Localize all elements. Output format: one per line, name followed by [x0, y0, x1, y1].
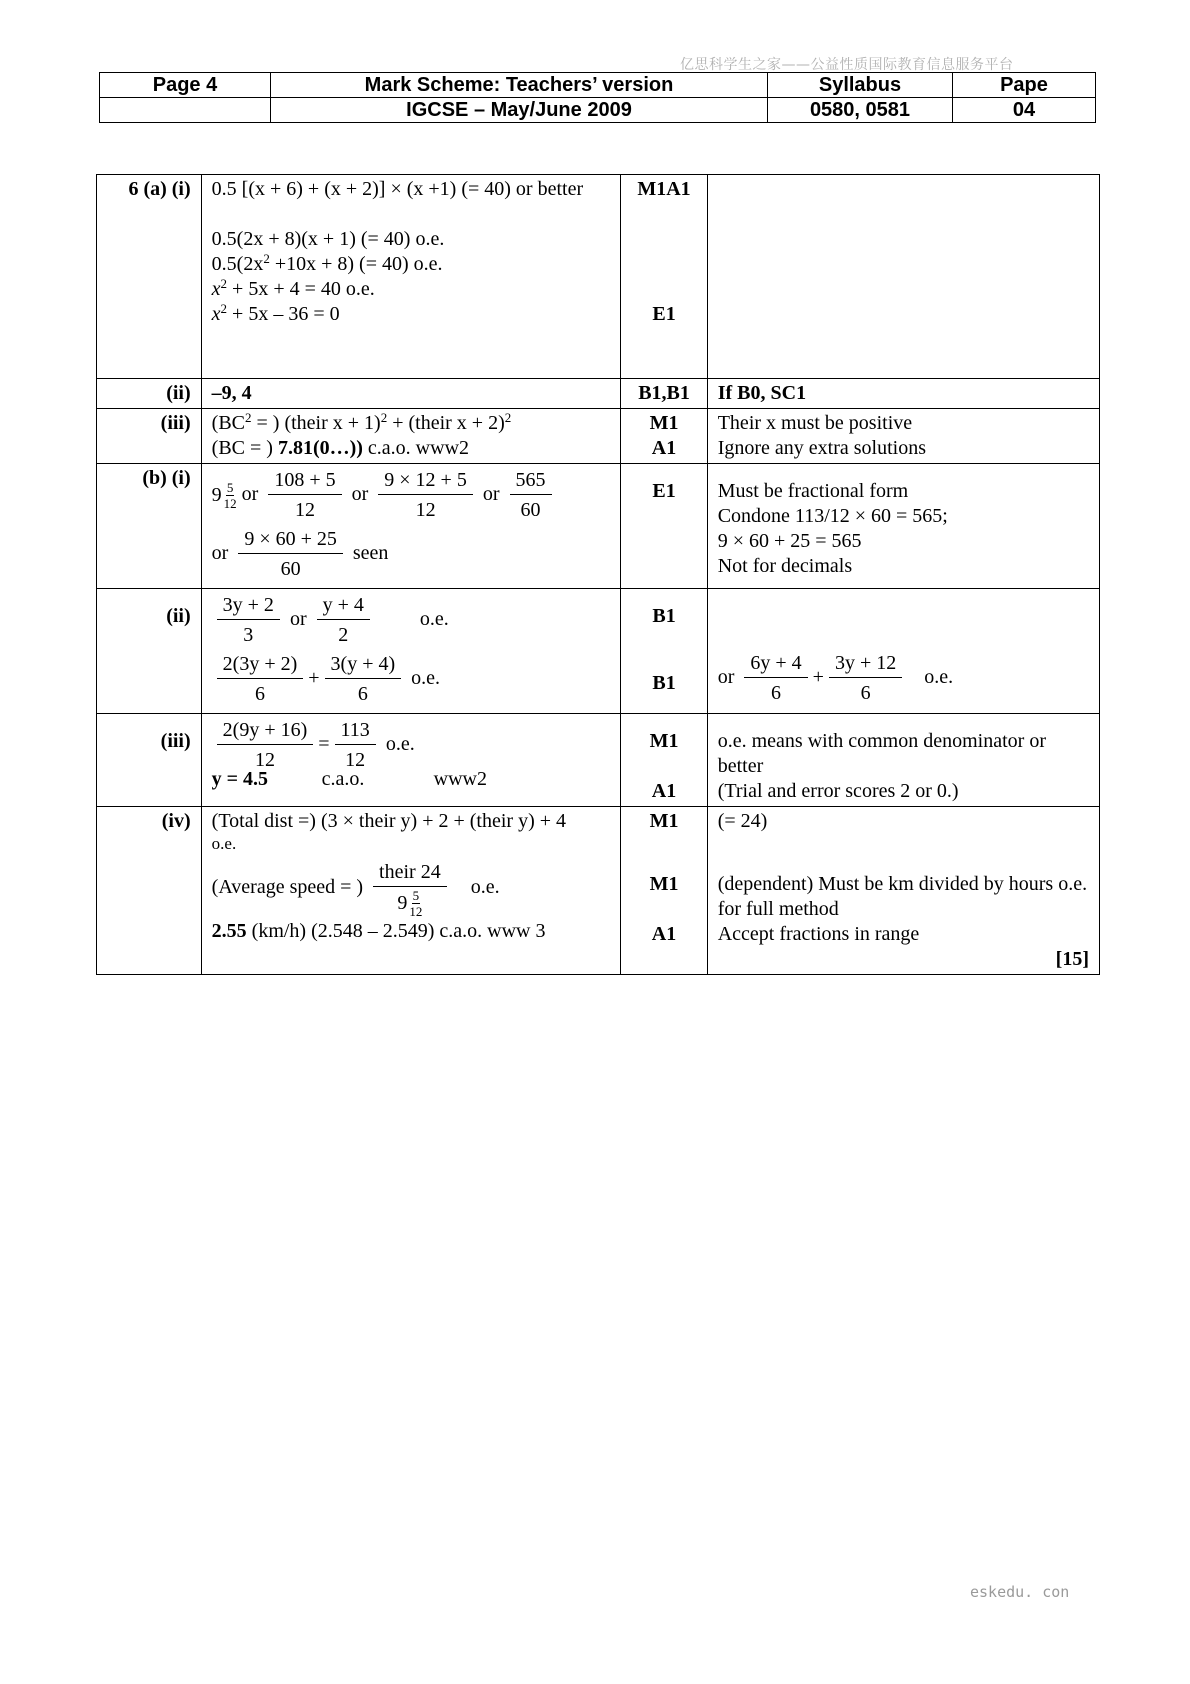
- header-empty-cell: [100, 98, 271, 123]
- answer-cell: –9, 4: [201, 379, 621, 409]
- table-row: [97, 714, 1100, 807]
- note-line: o.e. means with common denominator or better: [717, 730, 1046, 777]
- answer-line: 0.5(2x + 8)(x + 1) (= 40) o.e.: [211, 228, 445, 250]
- page-number: Page 4: [100, 73, 271, 98]
- answer-line: $x^2 + 5x + 4 = 40$ o.e.: [211, 276, 375, 300]
- answer-cell: [201, 807, 621, 975]
- answer-cell: [201, 409, 621, 464]
- answer-line: (Total dist =) (3 × their y) + 2 + (their y) + 4: [211, 810, 567, 832]
- answer-line: 9 5 12 or $\frac{108 + 5}{12}$ or $\frac{9 \times 12 + 5}{12}$ or $\frac{565}{60}$: [212, 466, 611, 525]
- note-line: Accept fractions in range: [717, 923, 920, 945]
- answer-line: $\frac{2(3y + 2)}{6}$ + $\frac{3(y + 4)}{6}$ o.e.: [212, 650, 611, 709]
- note-line: 9 × 60 + 25 = 565: [717, 530, 862, 552]
- answer-cell: [201, 175, 621, 379]
- mixed-number: 9 5 12: [211, 480, 237, 511]
- fraction: $\frac{3(y + 4)}{6}$: [325, 650, 402, 709]
- table-row: [97, 409, 1100, 464]
- answer-cell: [201, 714, 621, 807]
- marks-cell: [621, 175, 707, 379]
- question-label: (iii): [97, 409, 202, 464]
- watermark-bottom: eskedu. con: [970, 1583, 1070, 1601]
- note-line: Condone 113/12 × 60 = 565;: [717, 505, 948, 527]
- document-title: Mark Scheme: Teachers’ version: [271, 73, 768, 98]
- answer-line: (Average speed = ) their 24 9 5 12 o.e.: [212, 858, 611, 919]
- note-line: Ignore any extra solutions: [717, 437, 926, 459]
- answer-line: ($BC^2$ = ) (their x + 1)$^2$ + (their x + 2)$^2$: [211, 410, 512, 434]
- marks-cell: [621, 409, 707, 464]
- mark: M1: [649, 810, 679, 832]
- fraction: $\frac{565}{60}$: [510, 466, 552, 525]
- mark: E1: [652, 303, 676, 325]
- paper-value: 04: [953, 98, 1096, 123]
- mark: M1: [649, 412, 679, 434]
- marks-cell: [621, 714, 707, 807]
- answer-cell: [201, 589, 621, 714]
- answer-cell: [201, 464, 621, 589]
- answer-line: $x^2 + 5x - 36 = 0$: [211, 301, 340, 325]
- notes-cell: [707, 589, 1099, 714]
- mark: A1: [651, 780, 677, 802]
- page-header: [99, 72, 1096, 123]
- table-row: [97, 589, 1100, 714]
- answer-line: $0.5(2x^2 +10x + 8)$ (= 40) o.e.: [211, 251, 443, 275]
- note-line: Must be fractional form: [717, 480, 909, 502]
- syllabus-value: 0580, 0581: [768, 98, 953, 123]
- mark: A1: [651, 923, 677, 945]
- note-line: Not for decimals: [717, 555, 853, 577]
- fraction: $\frac{3y + 12}{6}$: [829, 649, 902, 708]
- note-line: or $\frac{6y + 4}{6}$ + $\frac{3y + 12}{6}$ o.e.: [718, 649, 1089, 708]
- notes-cell: [707, 714, 1099, 807]
- question-label: (ii): [97, 589, 202, 714]
- mark: A1: [651, 437, 677, 459]
- table-row: [97, 807, 1100, 975]
- mark: B1: [652, 605, 676, 627]
- answer-line: $\frac{3y + 2}{3}$ or $\frac{y + 4}{2}$ o.e.: [212, 591, 611, 650]
- question-label: (iv): [97, 807, 202, 975]
- question-label: 6 (a) (i): [97, 175, 202, 379]
- fraction: $\frac{6y + 4}{6}$: [744, 649, 807, 708]
- fraction: $\frac{9 \times 12 + 5}{12}$: [378, 466, 473, 525]
- watermark-top: 亿思科学生之家——公益性质国际教育信息服务平台: [680, 57, 1014, 73]
- fraction: $\frac{2(9y + 16)}{12}$: [217, 716, 314, 775]
- mark: M1A1: [637, 178, 691, 200]
- fraction: $\frac{3y + 2}{3}$: [217, 591, 280, 650]
- answer-line: 2.55 (km/h) (2.548 – 2.549) c.a.o. www 3: [211, 919, 546, 942]
- marks-cell: E1: [621, 464, 707, 589]
- notes-cell: [707, 409, 1099, 464]
- total-marks: [15]: [1055, 948, 1089, 970]
- question-label: (b) (i): [97, 464, 202, 589]
- answer-line: $\frac{2(9y + 16)}{12}$ = $\frac{113}{12}$ o.e.: [212, 716, 611, 775]
- marks-cell: [621, 589, 707, 714]
- syllabus-label: Syllabus: [768, 73, 953, 98]
- note-line: Their x must be positive: [717, 412, 913, 434]
- answer-line: o.e.: [211, 834, 237, 853]
- mark: B1: [652, 672, 676, 694]
- fraction: $\frac{113}{12}$: [335, 716, 376, 775]
- note-line: (Trial and error scores 2 or 0.): [717, 780, 959, 802]
- fraction: $\frac{2(3y + 2)}{6}$: [217, 650, 304, 709]
- notes-cell: If B0, SC1: [707, 379, 1099, 409]
- answer-line: y = 4.5 c.a.o. www2: [211, 768, 487, 790]
- table-row: [97, 175, 1100, 379]
- exam-session: IGCSE – May/June 2009: [271, 98, 768, 123]
- mark-scheme-table: [96, 174, 1100, 975]
- answer-line: (BC = ) 7.81(0…)) c.a.o. www2: [211, 437, 470, 459]
- mark: M1: [649, 873, 679, 895]
- table-row: [97, 379, 1100, 409]
- question-label: (ii): [97, 379, 202, 409]
- question-label: (iii): [97, 714, 202, 807]
- fraction: $\frac{y + 4}{2}$: [317, 591, 370, 650]
- mark: M1: [649, 730, 679, 752]
- fraction: $\frac{9 \times 60 + 25}{60}$: [238, 525, 343, 584]
- fraction: $\frac{108 + 5}{12}$: [268, 466, 341, 525]
- note-line: (= 24): [717, 810, 768, 832]
- answer-line: or $\frac{9 \times 60 + 25}{60}$ seen: [212, 525, 611, 584]
- notes-cell: [707, 175, 1099, 379]
- note-line: (dependent) Must be km divided by hours o.e. for full method: [717, 873, 1088, 920]
- table-row: [97, 464, 1100, 589]
- marks-cell: [621, 807, 707, 975]
- fraction: their 24 9 5 12: [373, 858, 447, 919]
- marks-cell: B1,B1: [621, 379, 707, 409]
- answer-line: 0.5 [(x + 6) + (x + 2)] × (x +1) (= 40) or better: [211, 178, 584, 200]
- paper-label: Pape: [953, 73, 1096, 98]
- notes-cell: [707, 464, 1099, 589]
- notes-cell: [707, 807, 1099, 975]
